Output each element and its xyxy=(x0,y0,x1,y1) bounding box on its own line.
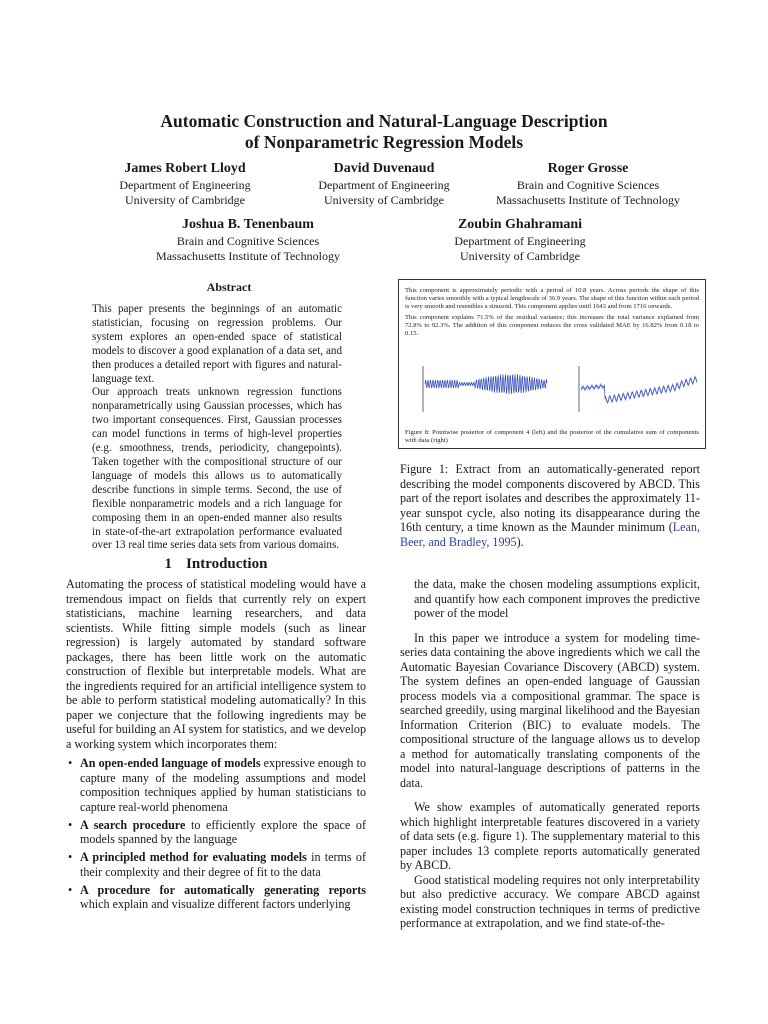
list-item-text: expressive enough to capture many of the modeling assumptions and model composition techniques applied by human statisticians to capture real-world phenomena xyxy=(80,756,366,814)
list-item-continuation: the data, make the chosen modeling assumptions explicit, and quantify how each component improves the predictive power of the model xyxy=(414,577,700,620)
figure-description xyxy=(405,287,699,338)
author-name: David Duvenaud xyxy=(333,161,435,176)
figure-1-box xyxy=(398,279,706,449)
plot-confidence-band xyxy=(581,375,697,405)
plot-series-line xyxy=(425,374,547,394)
list-item-text: which explain and visualize different factors underlying xyxy=(80,897,351,911)
author-affiliation: Brain and Cognitive Sciences xyxy=(176,234,320,248)
component-posterior-plot xyxy=(419,364,551,416)
author-affiliation: Department of Engineering xyxy=(318,178,450,192)
section-heading xyxy=(66,556,366,573)
figure-text-paragraph: This component explains 71.5% of the residual variance; this increases the total variance explained from 72.8% to 92.3%. The addition of this component reduces the cross validated MAE by 16.82% from 0.18 to 0.15. xyxy=(405,314,699,337)
figure-reference-link[interactable]: 1 xyxy=(514,829,521,843)
figure-inner-caption: Figure 8: Pointwise posterior of component 4 (left) and the posterior of the cumulative sum of components with data (right) xyxy=(405,429,699,444)
citation-link[interactable]: Lean, Beer, and Bradley, 1995 xyxy=(400,520,700,549)
ingredients-list xyxy=(66,756,366,912)
list-item-text: in terms of their complexity and their degree of fit to the data xyxy=(80,850,366,879)
list-item xyxy=(66,850,366,879)
section-title: Introduction xyxy=(186,556,268,572)
section-number: 1 xyxy=(164,556,173,572)
author-affiliation: Brain and Cognitive Sciences xyxy=(516,178,660,192)
caption-text: Figure 1: Extract from an automatically-generated report describing the model components discovered by ABCD. This part of the report isolates and describes the approximately 11-year sunspot cycle, also noting its disappearance during the 16th century, a time known as the Maunder minimum ( xyxy=(400,462,700,534)
list-item xyxy=(66,818,366,847)
paragraph-text: ). The supplementary material to this paper includes 13 complete reports automatically generated by ABCD. xyxy=(400,829,700,872)
list-item-bold: A principled method for evaluating models xyxy=(80,850,307,864)
author-block xyxy=(420,215,620,263)
figure-1-caption xyxy=(400,462,700,549)
author-affiliation: University of Cambridge xyxy=(324,192,444,207)
list-item-bold: A search procedure xyxy=(80,817,186,832)
abstract-body xyxy=(92,303,342,553)
intro-paragraph xyxy=(400,800,700,873)
author-block xyxy=(90,159,280,207)
intro-paragraph: In this paper we introduce a system for modeling time-series data containing the above ingredients which we call the Automatic Bayesian Covariance Discovery (ABCD) system. The system defines an open-ended language of Gaussian process models via a compositional grammar. The space is searched greedily, using marginal likelihood and the Bayesian Information Criterion (BIC) to evaluate models. The compositional structure of the language allows us to develop a method for automatically translating components of the model into natural-language descriptions of patterns in the data. xyxy=(400,630,700,790)
author-affiliation: University of Cambridge xyxy=(460,248,580,263)
author-affiliation: Massachusetts Institute of Technology xyxy=(156,248,340,263)
author-block xyxy=(289,159,479,207)
caption-text: ). xyxy=(516,534,524,549)
list-item xyxy=(66,756,366,814)
author-affiliation: Massachusetts Institute of Technology xyxy=(496,192,680,207)
author-affiliation: Department of Engineering xyxy=(119,178,251,192)
right-column xyxy=(400,577,700,931)
figure-text-paragraph: This component is approximately periodic with a period of 10.8 years. Across periods the shape of this function varies smoothly with a typical lengthscale of 36.9 years. The shape of this function within each period is very smooth and resembles a sinusoid. This component applies until 1643 and from 1716 onwards. xyxy=(405,287,699,310)
list-item-bold: A procedure for automatically generating reports xyxy=(80,882,366,897)
author-affiliation: University of Cambridge xyxy=(125,192,245,207)
abstract-paragraph: This paper presents the beginnings of an automatic statistician, focusing on regression problems. Our system explores an open-ended space of statistical models to discover a good explanation of a data set, and then produces a detailed report with figures and natural-language text. xyxy=(92,303,342,385)
intro-paragraph: Automating the process of statistical modeling would have a tremendous impact on fields that currently rely on expert statisticians, machine learning researchers, and data scientists. While fitting simple models (such as linear regression) is largely automated by standard software packages, there has been little work on the automatic construction of flexible but interpretable models. What are the ingredients required for an artificial intelligence system to be able to perform statistical modeling automatically? In this paper we conjecture that the following ingredients may be useful for building an AI system for statistics, and we develop a working system which incorporates them: xyxy=(66,577,366,751)
author-name: James Robert Lloyd xyxy=(124,161,246,176)
list-item xyxy=(66,883,366,912)
author-block xyxy=(138,215,358,263)
abstract-heading: Abstract xyxy=(206,280,252,294)
paper-title xyxy=(40,111,728,153)
author-name: Roger Grosse xyxy=(547,161,629,176)
author-name: Joshua B. Tenenbaum xyxy=(182,217,314,232)
list-item-bold: An open-ended language of models xyxy=(80,756,261,770)
abstract-paragraph: Our approach treats unknown regression functions nonparametrically using Gaussian processes, which has two important consequences. First, Gaussian processes can model functions in terms of high-level properties (e.g. smoothness, trends, periodicity, changepoints). Taken together with the compositional structure of our language of models this allows us to automatically describe functions in simple terms. Second, the use of flexible nonparametric models and a rich language for composing them in an open-ended manner also results in state-of-the-art extrapolation performance evaluated over 13 real time series data sets from various domains. xyxy=(92,386,342,552)
title-line-2: of Nonparametric Regression Models xyxy=(244,132,524,152)
intro-paragraph: Good statistical modeling requires not only interpretability but also predictive accuracy. We compare ABCD against existing model construction techniques in terms of predictive performance at extrapolation, and we find state-of-the- xyxy=(400,872,700,930)
author-block xyxy=(478,159,698,207)
paragraph-text: We show examples of automatically generated reports which highlight interpretable features discovered in a variety of data sets (e.g. figure xyxy=(400,800,700,843)
author-affiliation: Department of Engineering xyxy=(454,234,586,248)
author-name: Zoubin Ghahramani xyxy=(457,217,583,232)
list-item-text: to efficiently explore the space of models spanned by the language xyxy=(80,817,366,846)
title-line-1: Automatic Construction and Natural-Language Description xyxy=(160,111,608,131)
cumulative-posterior-plot xyxy=(575,364,701,416)
left-column xyxy=(66,577,366,915)
